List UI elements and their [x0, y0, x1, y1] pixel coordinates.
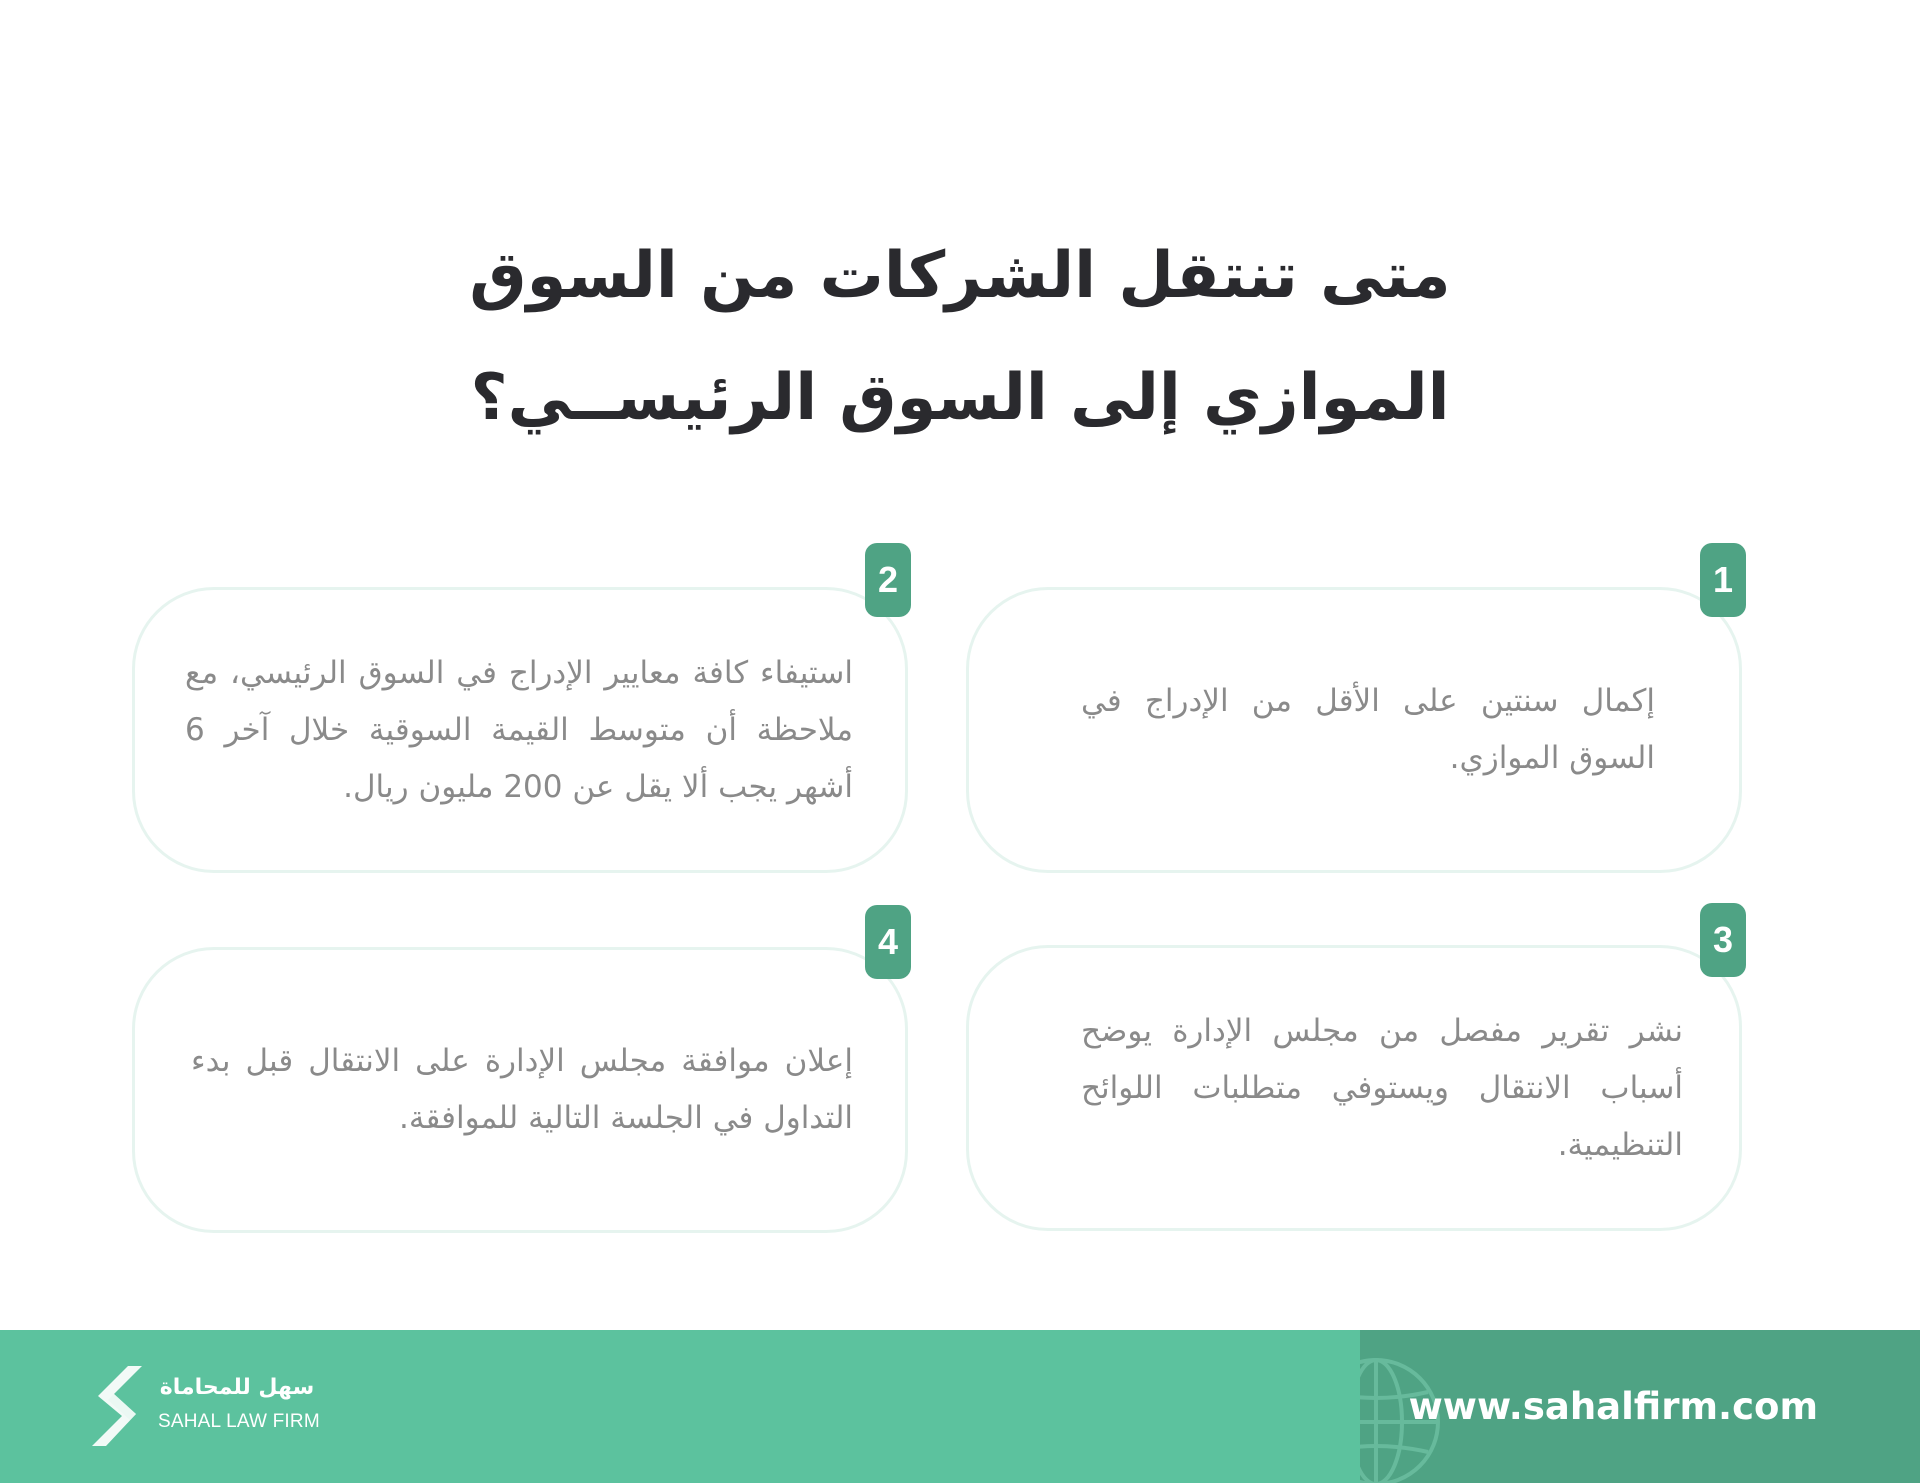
- title-line-2: الموازي إلى السوق الرئيســي؟: [470, 361, 1450, 435]
- footer-bar: [0, 1330, 1920, 1483]
- website-url[interactable]: www.sahalfirm.com: [1408, 1385, 1818, 1428]
- condition-card-3: [966, 945, 1742, 1231]
- condition-number-badge-4: 4: [865, 905, 911, 979]
- condition-card-2: [132, 587, 908, 873]
- title-line-1: متى تنتقل الشركات من السوق: [469, 239, 1451, 313]
- condition-number-badge-2: 2: [865, 543, 911, 617]
- brand-name-arabic: سهل للمحاماة: [159, 1375, 315, 1400]
- condition-number-badge-3: 3: [1700, 903, 1746, 977]
- condition-text-1: إكمال سنتين على الأقل من الإدراج في السوق الموازي.: [1081, 683, 1655, 776]
- condition-text-3: نشر تقرير مفصل من مجلس الإدارة يوضح أسباب الانتقال ويستوفي متطلبات اللوائح التنظيمية.: [1081, 1012, 1683, 1163]
- condition-card-4: [132, 947, 908, 1233]
- condition-text-2: استيفاء كافة معايير الإدراج في السوق الرئيسي، مع ملاحظة أن متوسط القيمة السوقية خلال آخر 6 أشهر يجب ألا يقل عن 200 مليون ريال.: [185, 654, 853, 805]
- condition-text-4: إعلان موافقة مجلس الإدارة على الانتقال قبل بدء التداول في الجلسة التالية للموافقة.: [191, 1043, 853, 1136]
- condition-card-1: [966, 587, 1742, 873]
- brand-name-english: SAHAL LAW FIRM: [158, 1411, 320, 1432]
- page-title: [360, 215, 1560, 459]
- condition-number-badge-1: 1: [1700, 543, 1746, 617]
- logo-icon: [92, 1362, 148, 1450]
- footer-url-panel: [1360, 1330, 1920, 1483]
